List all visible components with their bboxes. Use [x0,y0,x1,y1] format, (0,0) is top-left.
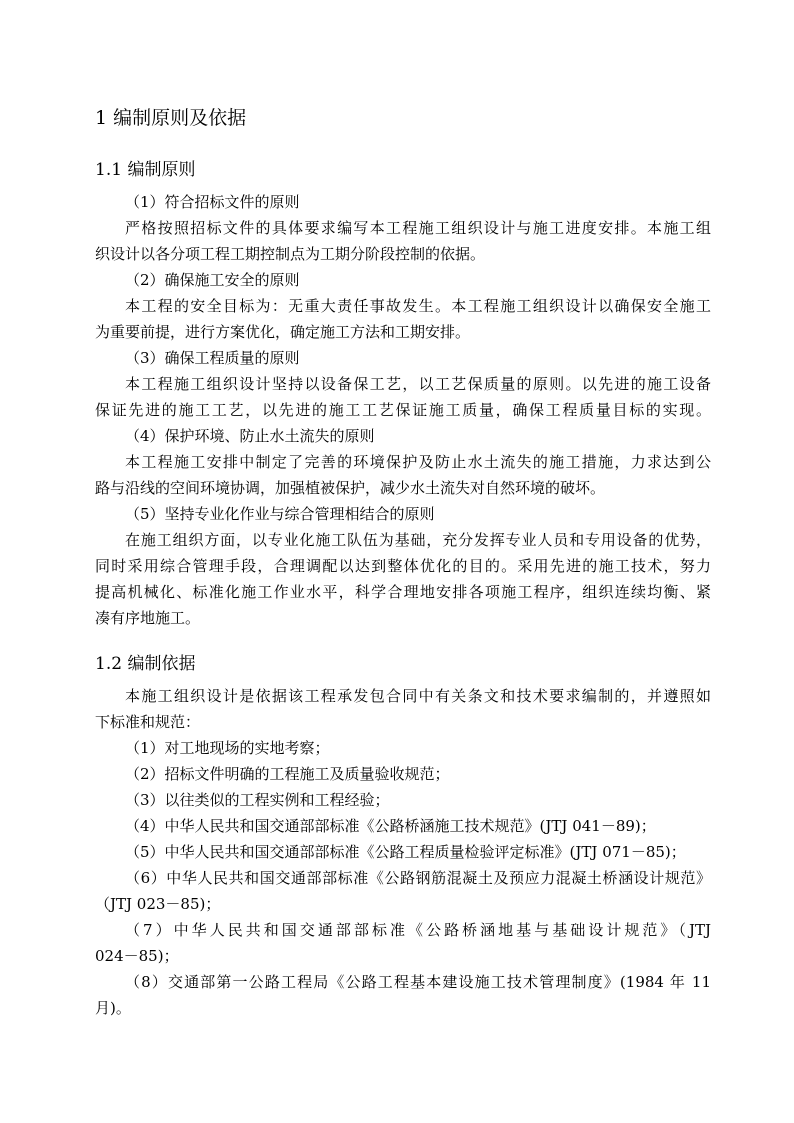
paragraph-line: 本工程施工安排中制定了完善的环境保护及防止水土流失的施工措施，力求达到公 [125,453,711,471]
paragraph-line: 保证先进的施工工艺，以先进的施工工艺保证施工质量，确保工程质量目标的实现。 [95,401,711,419]
paragraph-line: 同时采用综合管理手段，合理调配以达到整体优化的目的。采用先进的施工技术，努力 [95,557,711,575]
section-heading-principles: 1.1 编制原则 [95,160,196,180]
paragraph-line: 严格按照招标文件的具体要求编写本工程施工组织设计与施工进度安排。本施工组 [125,219,711,237]
paragraph-line: 凑有序地施工。 [95,609,201,627]
basis-body [95,683,711,1021]
paragraph-line: 月)。 [95,999,131,1017]
section-heading-basis: 1.2 编制依据 [95,654,196,674]
basis-item-1: （1）对工地现场的实地考察； [125,739,330,757]
paragraph-line: （JTJ 023－85)； [95,895,221,913]
principle-item-3: （3）确保工程质量的原则 [125,349,300,367]
paragraph-line: 024－85)； [95,947,179,965]
paragraph-line: 在施工组织方面，以专业化施工队伍为基础，充分发挥专业人员和专用设备的优势， [125,531,711,549]
principles-body [95,189,711,631]
principle-item-5: （5）坚持专业化作业与综合管理相结合的原则 [125,505,435,523]
basis-item-5: （5）中华人民共和国交通部部标准《公路工程质量检验评定标准》(JTJ 071－85)； [125,843,686,861]
paragraph-line: 为重要前提，进行方案优化，确定施工方法和工期安排。 [95,323,471,341]
paragraph-line: 织设计以各分项工程工期控制点为工期分阶段控制的依据。 [95,245,486,263]
paragraph-line: 路与沿线的空间环境协调，加强植被保护，减少水土流失对自然环境的破坏。 [95,479,606,497]
basis-item-3: （3）以往类似的工程实例和工程经验； [125,791,390,809]
principle-item-2: （2）确保施工安全的原则 [125,271,300,289]
principle-item-4: （4）保护环境、防止水土流失的原则 [125,427,375,445]
paragraph-line: 下标准和规范： [95,713,201,731]
basis-item-2: （2）招标文件明确的工程施工及质量验收规范； [125,765,450,783]
basis-item-6: （6）中华人民共和国交通部部标准《公路钢筋混凝土及预应力混凝土桥涵设计规范》 [125,869,711,887]
chapter-heading: 1 编制原则及依据 [95,107,247,129]
paragraph-line: 本工程的安全目标为：无重大责任事故发生。本工程施工组织设计以确保安全施工 [125,297,711,315]
paragraph-line: 本施工组织设计是依据该工程承发包合同中有关条文和技术要求编制的，并遵照如 [125,687,711,705]
basis-item-7: （7）中华人民共和国交通部部标准《公路桥涵地基与基础设计规范》（JTJ [125,921,711,939]
paragraph-line: 本工程施工组织设计坚持以设备保工艺，以工艺保质量的原则。以先进的施工设备 [125,375,711,393]
principle-item-1: （1）符合招标文件的原则 [125,193,300,211]
basis-item-4: （4）中华人民共和国交通部部标准《公路桥涵施工技术规范》(JTJ 041－89)； [125,817,656,835]
basis-item-8: （8）交通部第一公路工程局《公路工程基本建设施工技术管理制度》(1984 年 11 [125,973,711,991]
paragraph-line: 提高机械化、标准化施工作业水平，科学合理地安排各项施工程序，组织连续均衡、紧 [95,583,711,601]
